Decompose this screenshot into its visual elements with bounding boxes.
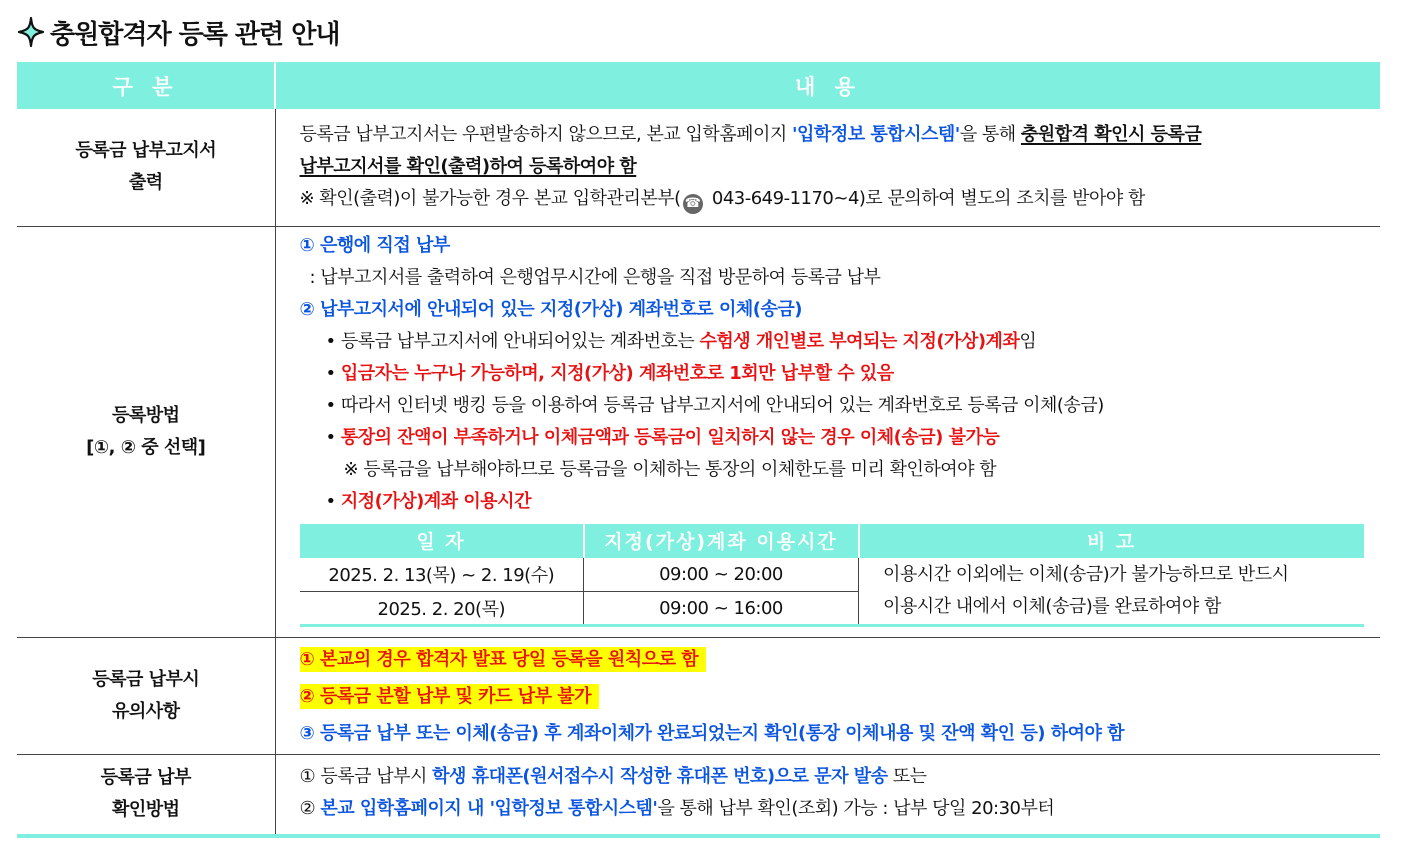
phone-icon: ☎ bbox=[683, 194, 703, 214]
sparkle-icon bbox=[18, 17, 44, 47]
integrated-system-link: '입학정보 통합시스템' bbox=[792, 124, 960, 145]
label-bill: 등록금 납부고지서 출력 bbox=[17, 109, 275, 226]
option-2: ② 납부고지서에 안내되어 있는 지정(가상) 계좌번호로 이체(송금) bbox=[299, 298, 802, 320]
bullet-5: • 지정(가상)계좌 이용시간 bbox=[325, 490, 531, 512]
content-bill bbox=[275, 109, 1380, 226]
row-time: 09:00 ~ 20:00 bbox=[584, 558, 859, 592]
caution-2: ② 등록금 분할 납부 및 카드 납부 불가 bbox=[300, 681, 1381, 718]
label-confirm: 등록금 납부 확인방법 bbox=[17, 755, 275, 836]
bullet-1: • 등록금 납부고지서에 안내되어있는 계좌번호는 수험생 개인별로 부여되는 지정(가상)계좌임 bbox=[325, 330, 1037, 352]
option-1-desc: : 납부고지서를 출력하여 은행업무시간에 은행을 직접 방문하여 등록금 납부 bbox=[309, 266, 881, 288]
table-row bbox=[300, 558, 1364, 592]
sub-header-hours: 지정(가상)계좌 이용시간 bbox=[584, 524, 859, 558]
header-category: 구 분 bbox=[17, 62, 275, 109]
row-date: 2025. 2. 13(목) ~ 2. 19(수) bbox=[300, 558, 584, 592]
row-date: 2025. 2. 20(목) bbox=[300, 592, 584, 626]
content-method bbox=[275, 226, 1380, 638]
row-method bbox=[17, 226, 1380, 638]
header-content: 내 용 bbox=[275, 62, 1380, 109]
sub-header-date: 일 자 bbox=[300, 524, 584, 558]
sub-header-row bbox=[300, 524, 1364, 558]
confirm-2: ② 본교 입학홈페이지 내 '입학정보 통합시스템'을 통해 납부 확인(조회) 가능 : 납부 당일 20:30부터 bbox=[299, 798, 1055, 819]
sub-header-note: 비 고 bbox=[859, 524, 1364, 558]
bill-line-2: 납부고지서를 확인(출력)하여 등록하여야 함 bbox=[299, 156, 637, 177]
bullet-3: • 따라서 인터넷 뱅킹 등을 이용하여 등록금 납부고지서에 안내되어 있는 계좌번호로 등록금 이체(송금) bbox=[325, 394, 1104, 416]
bullet-2: • 입금자는 누구나 가능하며, 지정(가상) 계좌번호로 1회만 납부할 수 있음 bbox=[325, 362, 894, 384]
option-1: ① 은행에 직접 납부 bbox=[299, 234, 450, 256]
label-caution: 등록금 납부시 유의사항 bbox=[17, 638, 275, 755]
bullet-4-note: ※ 등록금을 납부해야하므로 등록금을 이체하는 통장의 이체한도를 미리 확인하여야 함 bbox=[343, 458, 997, 480]
page-title bbox=[18, 14, 339, 50]
bill-line-1: 등록금 납부고지서는 우편발송하지 않으므로, 본교 입학홈페이지 '입학정보 통합시스템'을 통해 충원합격 확인시 등록금 bbox=[299, 124, 1202, 145]
confirm-1: ① 등록금 납부시 학생 휴대폰(원서접수시 작성한 휴대폰 번호)으로 문자 발송 또는 bbox=[299, 766, 927, 787]
header-row bbox=[17, 62, 1380, 109]
row-bill bbox=[17, 109, 1380, 226]
content-confirm bbox=[275, 755, 1380, 836]
caution-1: ① 본교의 경우 합격자 발표 당일 등록을 원칙으로 함 bbox=[300, 644, 1381, 681]
row-caution bbox=[17, 638, 1380, 755]
bill-note: ※ 확인(출력)이 불가능한 경우 본교 입학관리본부( ☎ 043-649-1170~4)로 문의하여 별도의 조치를 받아야 함 bbox=[300, 183, 1381, 215]
row-confirm bbox=[17, 755, 1380, 836]
registration-info-table bbox=[17, 62, 1380, 838]
row-time: 09:00 ~ 16:00 bbox=[584, 592, 859, 626]
bullet-4: • 통장의 잔액이 부족하거나 이체금액과 등록금이 일치하지 않는 경우 이체(송금) 불가능 bbox=[325, 426, 1000, 448]
virtual-account-hours-table bbox=[300, 524, 1364, 628]
caution-3: ③ 등록금 납부 또는 이체(송금) 후 계좌이체가 완료되었는지 확인(통장 이체내용 및 잔액 확인 등) 하여야 함 bbox=[299, 723, 1125, 744]
page-title-text: 충원합격자 등록 관련 안내 bbox=[50, 19, 340, 50]
content-caution bbox=[275, 638, 1380, 755]
row-note: 이용시간 이외에는 이체(송금)가 불가능하므로 반드시 이용시간 내에서 이체(송금)를 완료하여야 함 bbox=[859, 558, 1364, 626]
label-method: 등록방법 [①, ② 중 선택] bbox=[17, 226, 275, 638]
